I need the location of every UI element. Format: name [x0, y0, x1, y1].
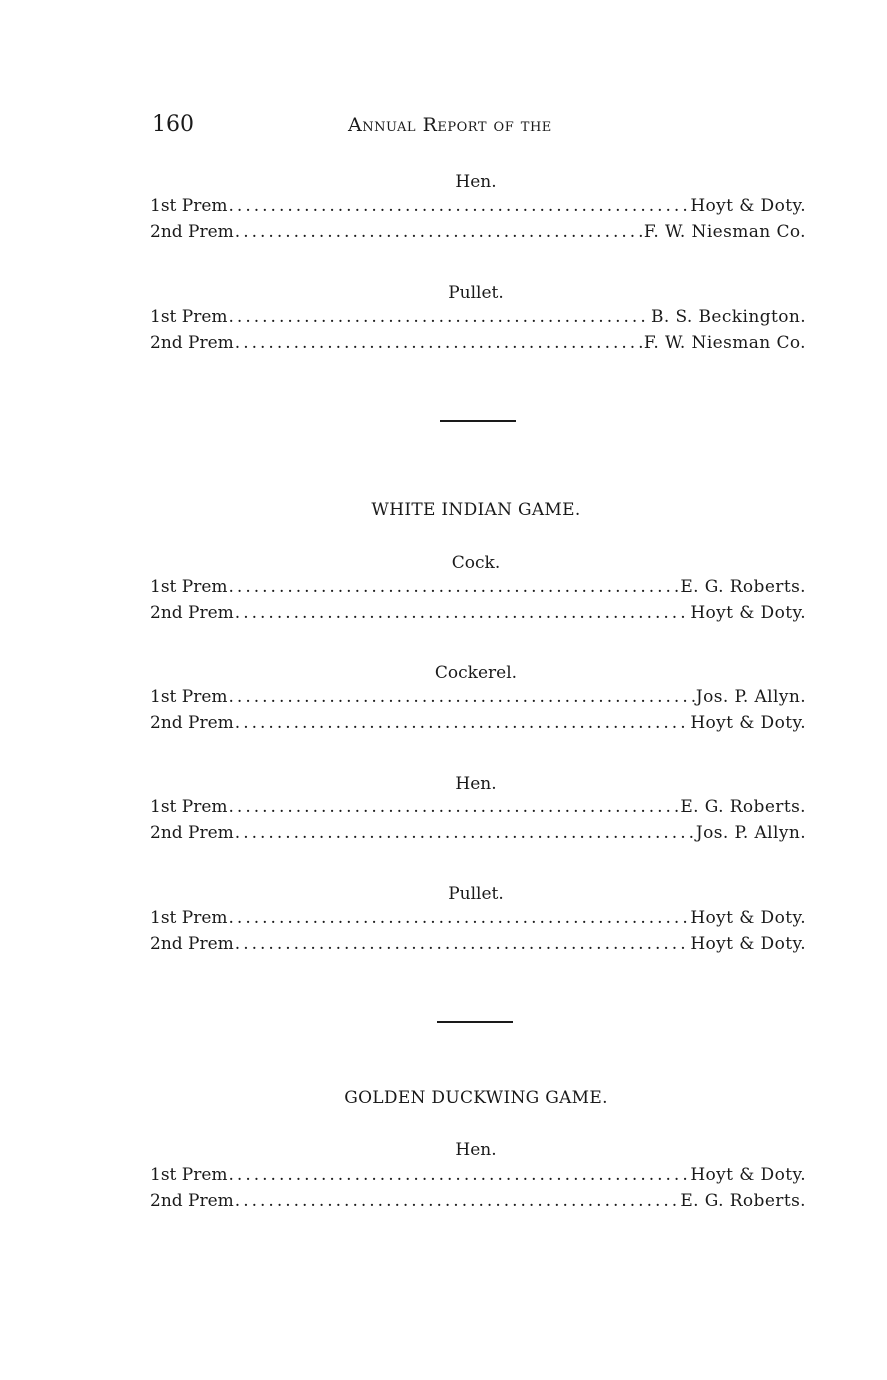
subsection-title-hen: Hen. — [455, 774, 497, 794]
section-divider — [440, 420, 516, 422]
premium-row — [150, 687, 806, 711]
premium-row — [150, 222, 806, 246]
leader-dots — [235, 934, 690, 954]
premium-label: 2nd Prem — [150, 823, 234, 843]
premium-row — [150, 333, 806, 357]
premium-label: 1st Prem — [150, 307, 228, 327]
premium-label: 1st Prem — [150, 687, 228, 707]
subsection-title-cock: Cock. — [451, 553, 501, 573]
winner-name: F. W. Niesman Co. — [643, 222, 806, 242]
page-number: 160 — [152, 112, 194, 137]
winner-name: F. W. Niesman Co. — [643, 333, 806, 353]
leader-dots — [229, 797, 680, 817]
winner-name: Hoyt & Doty. — [690, 196, 806, 216]
premium-row — [150, 196, 806, 220]
premium-row — [150, 307, 806, 331]
leader-dots — [229, 196, 690, 216]
subsection-title-hen: Hen. — [455, 1140, 497, 1160]
leader-dots — [229, 687, 695, 707]
premium-row — [150, 713, 806, 737]
winner-name: Hoyt & Doty. — [690, 603, 806, 623]
winner-name: Hoyt & Doty. — [690, 908, 806, 928]
leader-dots — [229, 577, 680, 597]
section-divider — [437, 1021, 513, 1023]
premium-label: 1st Prem — [150, 797, 228, 817]
leader-dots — [229, 1165, 690, 1185]
premium-row — [150, 797, 806, 821]
premium-row — [150, 1191, 806, 1215]
leader-dots — [235, 713, 690, 733]
premium-label: 2nd Prem — [150, 222, 234, 242]
subsection-title-cockerel: Cockerel. — [434, 663, 518, 683]
winner-name: E. G. Roberts. — [680, 797, 806, 817]
premium-label: 2nd Prem — [150, 713, 234, 733]
premium-label: 2nd Prem — [150, 603, 234, 623]
premium-label: 1st Prem — [150, 908, 228, 928]
winner-name: Hoyt & Doty. — [690, 934, 806, 954]
page-header — [152, 112, 802, 142]
winner-name: E. G. Roberts. — [680, 1191, 806, 1211]
premium-label: 1st Prem — [150, 1165, 228, 1185]
premium-row — [150, 577, 806, 601]
leader-dots — [235, 1191, 680, 1211]
premium-label: 2nd Prem — [150, 333, 234, 353]
premium-row — [150, 934, 806, 958]
subsection-title-pullet: Pullet. — [448, 884, 504, 904]
section-title: GOLDEN DUCKWING GAME. — [344, 1088, 608, 1108]
leader-dots — [235, 603, 690, 623]
premium-row — [150, 823, 806, 847]
winner-name: B. S. Beckington. — [650, 307, 806, 327]
winner-name: Hoyt & Doty. — [690, 713, 806, 733]
winner-name: Jos. P. Allyn. — [695, 687, 806, 707]
leader-dots — [229, 307, 650, 327]
winner-name: Hoyt & Doty. — [690, 1165, 806, 1185]
premium-row — [150, 908, 806, 932]
premium-label: 1st Prem — [150, 196, 228, 216]
premium-label: 1st Prem — [150, 577, 228, 597]
running-title: Annual Report of the — [348, 114, 552, 136]
leader-dots — [235, 823, 695, 843]
subsection-title-hen: Hen. — [455, 172, 497, 192]
premium-label: 2nd Prem — [150, 934, 234, 954]
premium-row — [150, 1165, 806, 1189]
winner-name: Jos. P. Allyn. — [695, 823, 806, 843]
premium-label: 2nd Prem — [150, 1191, 234, 1211]
winner-name: E. G. Roberts. — [680, 577, 806, 597]
premium-row — [150, 603, 806, 627]
section-title: WHITE INDIAN GAME. — [371, 500, 581, 520]
leader-dots — [235, 222, 643, 242]
subsection-title-pullet: Pullet. — [448, 283, 504, 303]
leader-dots — [229, 908, 690, 928]
leader-dots — [235, 333, 643, 353]
